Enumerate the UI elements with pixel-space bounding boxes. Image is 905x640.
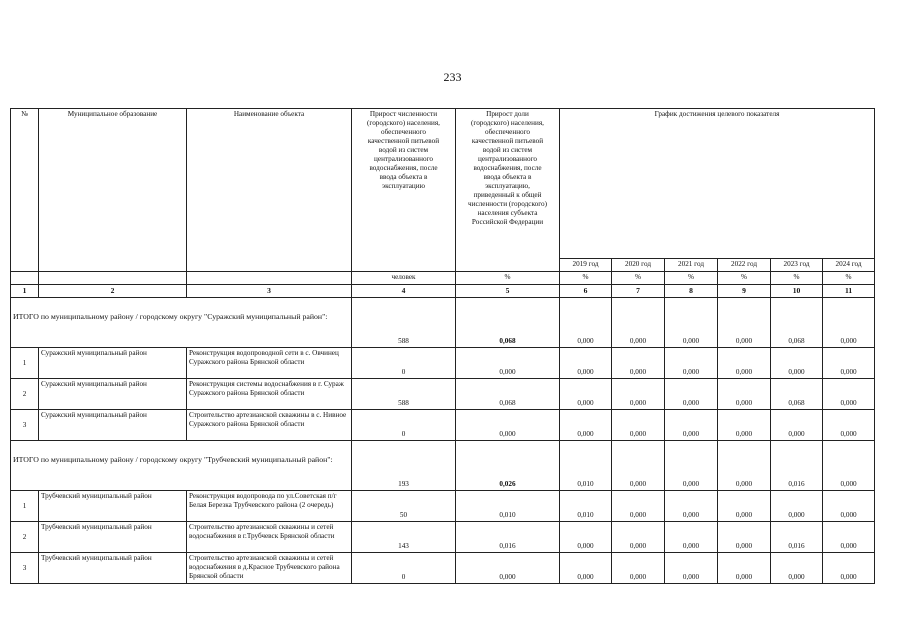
col-number: 3: [187, 285, 352, 298]
row-value: 0,000: [771, 348, 823, 379]
col-number: 6: [560, 285, 612, 298]
row-value: 0,000: [771, 491, 823, 522]
row-value: 0,000: [823, 522, 875, 553]
header-growth-share: [456, 109, 560, 272]
col-number: 8: [665, 285, 718, 298]
col-number: 5: [456, 285, 560, 298]
row-value: 0: [352, 348, 456, 379]
header-line: ввода объекта в: [379, 173, 428, 181]
row-value: 0,000: [718, 491, 771, 522]
row-value: 0,000: [612, 522, 665, 553]
header-line: качественной питьевой: [471, 137, 544, 145]
unit-percent: %: [456, 272, 560, 285]
header-line: обеспеченного: [484, 128, 531, 136]
row-number: 1: [11, 348, 39, 379]
header-line: приведенный к общей: [473, 191, 542, 199]
col-number: 10: [771, 285, 823, 298]
row-value: 0,068: [456, 379, 560, 410]
row-value: 0,000: [665, 491, 718, 522]
row-value: 588: [352, 379, 456, 410]
row-value: 0,000: [823, 553, 875, 584]
row-object: Реконструкция водопровода по ул.Советская п/г Белая Березка Трубчевского района (2 очередь): [187, 491, 352, 522]
total-value: 0,068: [456, 298, 560, 348]
row-value: 0,000: [456, 410, 560, 441]
row-value: 50: [352, 491, 456, 522]
table-row: [11, 348, 875, 379]
total-value: 0,000: [665, 298, 718, 348]
row-value: 0,000: [718, 522, 771, 553]
total-value: 0,000: [665, 441, 718, 491]
header-object: Наименование объекта: [187, 109, 352, 272]
target-indicator-table: [10, 108, 875, 584]
unit-percent: %: [771, 272, 823, 285]
row-value: 0,010: [456, 491, 560, 522]
header-line: Российской Федерации: [471, 218, 544, 226]
row-municipality: Трубчевский муниципальный район: [39, 522, 187, 553]
total-value: 588: [352, 298, 456, 348]
unit-percent: %: [718, 272, 771, 285]
row-value: 0,000: [612, 553, 665, 584]
header-line: водой из систем: [378, 146, 429, 154]
total-value: 0,026: [456, 441, 560, 491]
row-municipality: Суражский муниципальный район: [39, 410, 187, 441]
col-number: 1: [11, 285, 39, 298]
row-number: 3: [11, 553, 39, 584]
year-2023: 2023 год: [771, 259, 823, 272]
row-value: 0,000: [665, 379, 718, 410]
row-value: 0,010: [560, 491, 612, 522]
row-object: Строительство артезианской скважины и сетей водоснабжения в г.Трубчевск Брянской области: [187, 522, 352, 553]
row-value: 0: [352, 410, 456, 441]
header-line: ввода объекта в: [483, 173, 532, 181]
row-value: 0,016: [771, 522, 823, 553]
row-value: 0,000: [823, 410, 875, 441]
row-municipality: Суражский муниципальный район: [39, 348, 187, 379]
header-line: Прирост численности: [369, 110, 438, 118]
total-value: 0,000: [612, 441, 665, 491]
header-growth-count: [352, 109, 456, 272]
total-value: 0,000: [823, 298, 875, 348]
row-number: 2: [11, 522, 39, 553]
row-value: 0,000: [456, 348, 560, 379]
row-value: 0,000: [823, 348, 875, 379]
table-row: [11, 491, 875, 522]
unit-percent: %: [823, 272, 875, 285]
section-total-row: [11, 298, 875, 348]
col-number: 2: [39, 285, 187, 298]
row-value: 0,000: [612, 348, 665, 379]
header-line: водой из систем: [482, 146, 533, 154]
header-line: обеспеченного: [380, 128, 427, 136]
row-value: 0,000: [560, 522, 612, 553]
row-value: 0,016: [456, 522, 560, 553]
col-number: 11: [823, 285, 875, 298]
header-row: [11, 109, 875, 259]
unit-percent: %: [560, 272, 612, 285]
row-value: 0,000: [560, 348, 612, 379]
header-line: водоснабжения, после: [369, 164, 438, 172]
header-line: (городского) населения,: [367, 119, 440, 127]
header-line: эксплуатацию: [381, 182, 425, 190]
section-total-label: ИТОГО по муниципальному району / городскому округу "Суражский муниципальный район":: [11, 298, 352, 348]
row-object: Строительство артезианской скважины в с. Нивное Суражского района Брянской области: [187, 410, 352, 441]
unit-people: человек: [352, 272, 456, 285]
unit-percent: %: [612, 272, 665, 285]
row-value: 0,000: [771, 553, 823, 584]
year-2021: 2021 год: [665, 259, 718, 272]
table-row: [11, 379, 875, 410]
header-schedule: График достижения целевого показателя: [560, 109, 875, 259]
row-value: 0,000: [718, 410, 771, 441]
header-line: централизованного: [478, 155, 537, 163]
header-municipality: Муниципальное образование: [39, 109, 187, 272]
row-object: Реконструкция системы водоснабжения в г. Сураж Суражского района Брянской области: [187, 379, 352, 410]
header-line: Прирост доли: [486, 110, 529, 118]
page-number: 233: [443, 70, 462, 84]
total-value: 0,000: [560, 298, 612, 348]
row-municipality: Суражский муниципальный район: [39, 379, 187, 410]
header-line: (городского) населения,: [471, 119, 544, 127]
year-2019: 2019 год: [560, 259, 612, 272]
row-value: 0,000: [823, 379, 875, 410]
total-value: 0,000: [612, 298, 665, 348]
row-municipality: Трубчевский муниципальный район: [39, 491, 187, 522]
header-line: эксплуатацию,: [485, 182, 530, 190]
header-line: водоснабжения, после: [473, 164, 542, 172]
total-value: 193: [352, 441, 456, 491]
row-object: Реконструкция водопроводной сети в с. Овчинец Суражского района Брянской области: [187, 348, 352, 379]
header-line: численности (городского): [468, 200, 547, 208]
year-2022: 2022 год: [718, 259, 771, 272]
total-value: 0,016: [771, 441, 823, 491]
table-row: [11, 410, 875, 441]
row-number: 2: [11, 379, 39, 410]
header-line: населения субъекта: [477, 209, 538, 217]
row-value: 0: [352, 553, 456, 584]
row-municipality: Трубчевский муниципальный район: [39, 553, 187, 584]
units-row: [11, 272, 875, 285]
row-value: 0,000: [665, 522, 718, 553]
row-number: 3: [11, 410, 39, 441]
row-value: 0,000: [612, 491, 665, 522]
row-value: 0,000: [560, 553, 612, 584]
row-value: 0,000: [665, 348, 718, 379]
total-value: 0,010: [560, 441, 612, 491]
header-no: №: [11, 109, 39, 272]
row-value: 0,000: [456, 553, 560, 584]
row-value: 0,000: [612, 410, 665, 441]
row-value: 0,000: [718, 379, 771, 410]
table-row: [11, 553, 875, 584]
row-value: 0,000: [771, 410, 823, 441]
total-value: 0,000: [823, 441, 875, 491]
row-value: 0,000: [823, 491, 875, 522]
row-value: 0,000: [612, 379, 665, 410]
unit-percent: %: [665, 272, 718, 285]
row-value: 0,000: [718, 348, 771, 379]
table-row: [11, 522, 875, 553]
row-value: 0,000: [560, 379, 612, 410]
col-number: 9: [718, 285, 771, 298]
header-line: качественной питьевой: [367, 137, 440, 145]
year-2024: 2024 год: [823, 259, 875, 272]
col-number: 4: [352, 285, 456, 298]
row-object: Строительство артезианской скважины и сетей водоснабжения в д.Красное Трубчевского района Брянской области: [187, 553, 352, 584]
total-value: 0,000: [718, 441, 771, 491]
total-value: 0,068: [771, 298, 823, 348]
total-value: 0,000: [718, 298, 771, 348]
row-value: 0,000: [718, 553, 771, 584]
header-line: централизованного: [374, 155, 433, 163]
row-value: 143: [352, 522, 456, 553]
row-value: 0,068: [771, 379, 823, 410]
section-total-row: [11, 441, 875, 491]
section-total-label: ИТОГО по муниципальному району / городскому округу "Трубчевский муниципальный район":: [11, 441, 352, 491]
row-value: 0,000: [560, 410, 612, 441]
row-value: 0,000: [665, 553, 718, 584]
col-number: 7: [612, 285, 665, 298]
column-numbers-row: [11, 285, 875, 298]
row-number: 1: [11, 491, 39, 522]
row-value: 0,000: [665, 410, 718, 441]
year-2020: 2020 год: [612, 259, 665, 272]
